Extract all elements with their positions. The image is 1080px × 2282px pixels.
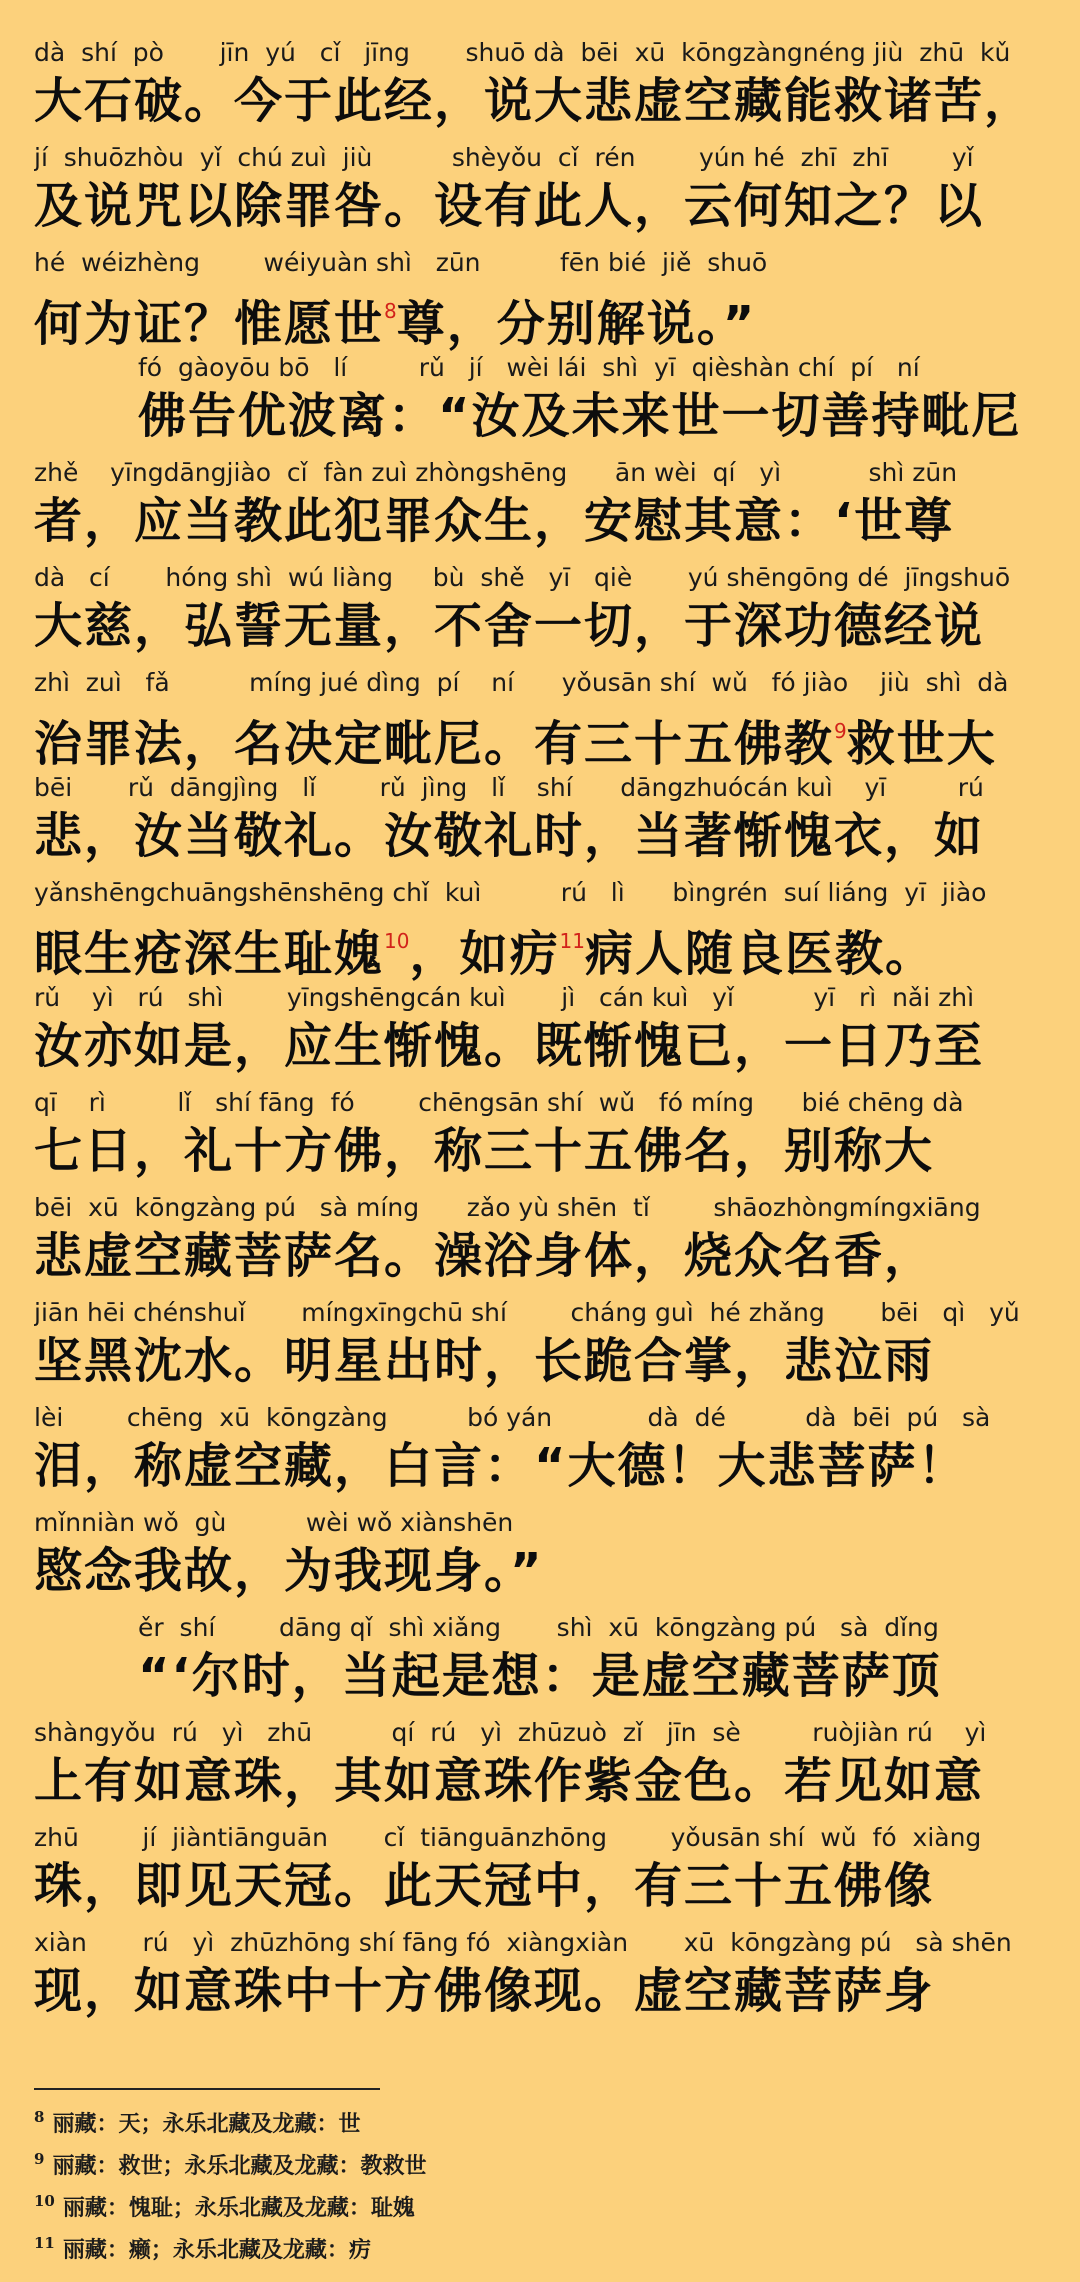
text-line — [34, 141, 1046, 246]
hanzi-line — [34, 385, 1046, 447]
text-line — [34, 1401, 1046, 1506]
hanzi-text: 眼生疮深生耻媿 — [34, 926, 385, 982]
footnote-marker: 8 — [384, 299, 397, 323]
hanzi-line — [34, 700, 1046, 775]
text-line — [34, 771, 1046, 876]
text-line — [34, 1296, 1046, 1401]
hanzi-line — [34, 805, 1046, 867]
hanzi-text: 七日，礼十方佛，称三十五佛名，别称大 — [34, 1123, 935, 1179]
hanzi-text: 上有如意珠，其如意珠作紫金色。若见如意 — [34, 1753, 985, 1809]
pinyin-line: dà shí pò jīn yú cǐ jīng shuō dà bēi xū kōngzàngnéng jiù zhū kǔ — [34, 38, 1011, 67]
footnote-text: 丽藏：癞；永乐北藏及龙藏：疠 — [62, 2237, 371, 2263]
pinyin-line: lèi chēng xū kōngzàng bó yán dà dé dà bēi pú sà — [34, 1403, 991, 1432]
pinyin-line: jiān hēi chénshuǐ míngxīngchū shí cháng guì hé zhǎng bēi qì yǔ — [34, 1298, 1020, 1327]
hanzi-text: 佛告优波离：“汝及未来世一切善持毗尼 — [138, 388, 1022, 444]
hanzi-line — [34, 910, 1046, 985]
hanzi-text: 坚黑沈水。明星出时，长跪合掌，悲泣雨 — [34, 1333, 935, 1389]
hanzi-line — [34, 1855, 1046, 1917]
hanzi-line — [34, 70, 1046, 132]
hanzi-text: 珠，即见天冠。此天冠中，有三十五佛像 — [34, 1858, 935, 1914]
hanzi-text: 治罪法，名决定毗尼。有三十五佛教 — [34, 716, 835, 772]
pinyin-line: fó gàoyōu bō lí rǔ jí wèi lái shì yī qièshàn chí pí ní — [138, 353, 920, 382]
hanzi-text: 汝亦如是，应生惭愧。既惭愧已，一日乃至 — [34, 1018, 985, 1074]
pinyin-line: rǔ yì rú shì yīngshēngcán kuì jì cán kuì yǐ yī rì nǎi zhì — [34, 983, 975, 1012]
hanzi-line — [34, 1435, 1046, 1497]
footnote-number: 9 — [34, 2150, 45, 2168]
hanzi-text: 大石破。今于此经，说大悲虚空藏能救诸苦， — [34, 73, 1035, 129]
pinyin-line: hé wéizhèng wéiyuàn shì zūn fēn bié jiě shuō — [34, 248, 768, 277]
pinyin-line: qī rì lǐ shí fāng fó chēngsān shí wǔ fó míng bié chēng dà — [34, 1088, 964, 1117]
footnote-text: 丽藏：天；永乐北藏及龙藏：世 — [52, 2111, 361, 2137]
footnote-text: 丽藏：救世；永乐北藏及龙藏：教救世 — [52, 2153, 427, 2179]
hanzi-line — [34, 1225, 1046, 1287]
hanzi-line — [34, 1960, 1046, 2022]
text-line — [34, 36, 1046, 141]
footnote-divider — [34, 2088, 380, 2090]
hanzi-text: 愍念我故，为我现身。” — [34, 1543, 544, 1599]
pinyin-line: jí shuōzhòu yǐ chú zuì jiù shèyǒu cǐ rén yún hé zhī zhī yǐ — [34, 143, 974, 172]
scripture-text — [34, 36, 1046, 2031]
pinyin-line: zhì zuì fǎ míng jué dìng pí ní yǒusān shí wǔ fó jiào jiù shì dà — [34, 668, 1009, 697]
text-line — [34, 666, 1046, 771]
footnotes — [34, 2100, 1034, 2268]
text-line — [34, 1821, 1046, 1926]
text-line — [34, 351, 1046, 456]
hanzi-line — [34, 595, 1046, 657]
hanzi-line — [34, 1540, 1046, 1602]
hanzi-line — [34, 1120, 1046, 1182]
pinyin-line: mǐnniàn wǒ gù wèi wǒ xiànshēn — [34, 1508, 514, 1537]
text-line — [34, 1086, 1046, 1191]
footnote — [34, 2226, 1034, 2268]
pinyin-line: dà cí hóng shì wú liàng bù shě yī qiè yú shēngōng dé jīngshuō — [34, 563, 1011, 592]
hanzi-text: 及说咒以除罪咎。设有此人，云何知之？以 — [34, 178, 985, 234]
hanzi-text: ，如疠 — [409, 926, 560, 982]
hanzi-text: 尊，分别解说。” — [396, 296, 757, 352]
pinyin-line: xiàn rú yì zhūzhōng shí fāng fó xiàngxiàn xū kōngzàng pú sà shēn — [34, 1928, 1012, 1957]
hanzi-line — [34, 490, 1046, 552]
footnote-marker: 10 — [384, 929, 410, 953]
footnote-number: 10 — [34, 2192, 55, 2210]
pinyin-line: bēi xū kōngzàng pú sà míng zǎo yù shēn tǐ shāozhòngmíngxiāng — [34, 1193, 981, 1222]
text-line — [34, 1191, 1046, 1296]
footnote — [34, 2142, 1034, 2184]
footnote-marker: 11 — [559, 929, 585, 953]
hanzi-text: 悲虚空藏菩萨名。澡浴身体，烧众名香， — [34, 1228, 935, 1284]
hanzi-text: 悲，汝当敬礼。汝敬礼时，当著惭愧衣，如 — [34, 808, 985, 864]
hanzi-line — [34, 280, 1046, 355]
pinyin-line: zhě yīngdāngjiào cǐ fàn zuì zhòngshēng ān wèi qí yì shì zūn — [34, 458, 958, 487]
hanzi-line — [34, 1330, 1046, 1392]
hanzi-line — [34, 175, 1046, 237]
text-line — [34, 981, 1046, 1086]
pinyin-line: ěr shí dāng qǐ shì xiǎng shì xū kōngzàng pú sà dǐng — [138, 1613, 939, 1642]
pinyin-line: bēi rǔ dāngjìng lǐ rǔ jìng lǐ shí dāngzhuócán kuì yī rú — [34, 773, 984, 802]
text-line — [34, 1716, 1046, 1821]
hanzi-text: 现，如意珠中十方佛像现。虚空藏菩萨身 — [34, 1963, 935, 2019]
pinyin-line: zhū jí jiàntiānguān cǐ tiānguānzhōng yǒusān shí wǔ fó xiàng — [34, 1823, 982, 1852]
footnote-number: 11 — [34, 2234, 55, 2252]
pinyin-line: yǎnshēngchuāngshēnshēng chǐ kuì rú lì bìngrén suí liáng yī jiào — [34, 878, 987, 907]
text-line — [34, 1506, 1046, 1611]
footnote-text: 丽藏：愧耻；永乐北藏及龙藏：耻媿 — [62, 2195, 415, 2221]
hanzi-line — [34, 1750, 1046, 1812]
hanzi-line — [34, 1645, 1046, 1707]
hanzi-text: 者，应当教此犯罪众生，安慰其意：‘世尊 — [34, 493, 955, 549]
text-line — [34, 1926, 1046, 2031]
text-line — [34, 456, 1046, 561]
text-line — [34, 1611, 1046, 1716]
hanzi-text: “‘尔时，当起是想：是虚空藏菩萨顶 — [138, 1648, 942, 1704]
text-line — [34, 561, 1046, 666]
hanzi-text: 病人随良医教。 — [584, 926, 935, 982]
text-line — [34, 876, 1046, 981]
hanzi-text: 救世大 — [846, 716, 997, 772]
footnote-number: 8 — [34, 2108, 45, 2126]
footnote-marker: 9 — [834, 719, 847, 743]
text-line — [34, 246, 1046, 351]
hanzi-line — [34, 1015, 1046, 1077]
hanzi-text: 泪，称虚空藏，白言：“大德！大悲菩萨！ — [34, 1438, 968, 1494]
hanzi-text: 大慈，弘誓无量，不舍一切，于深功德经说 — [34, 598, 985, 654]
footnote — [34, 2184, 1034, 2226]
pinyin-line: shàngyǒu rú yì zhū qí rú yì zhūzuò zǐ jīn sè ruòjiàn rú yì — [34, 1718, 987, 1747]
footnote — [34, 2100, 1034, 2142]
hanzi-text: 何为证？惟愿世 — [34, 296, 385, 352]
